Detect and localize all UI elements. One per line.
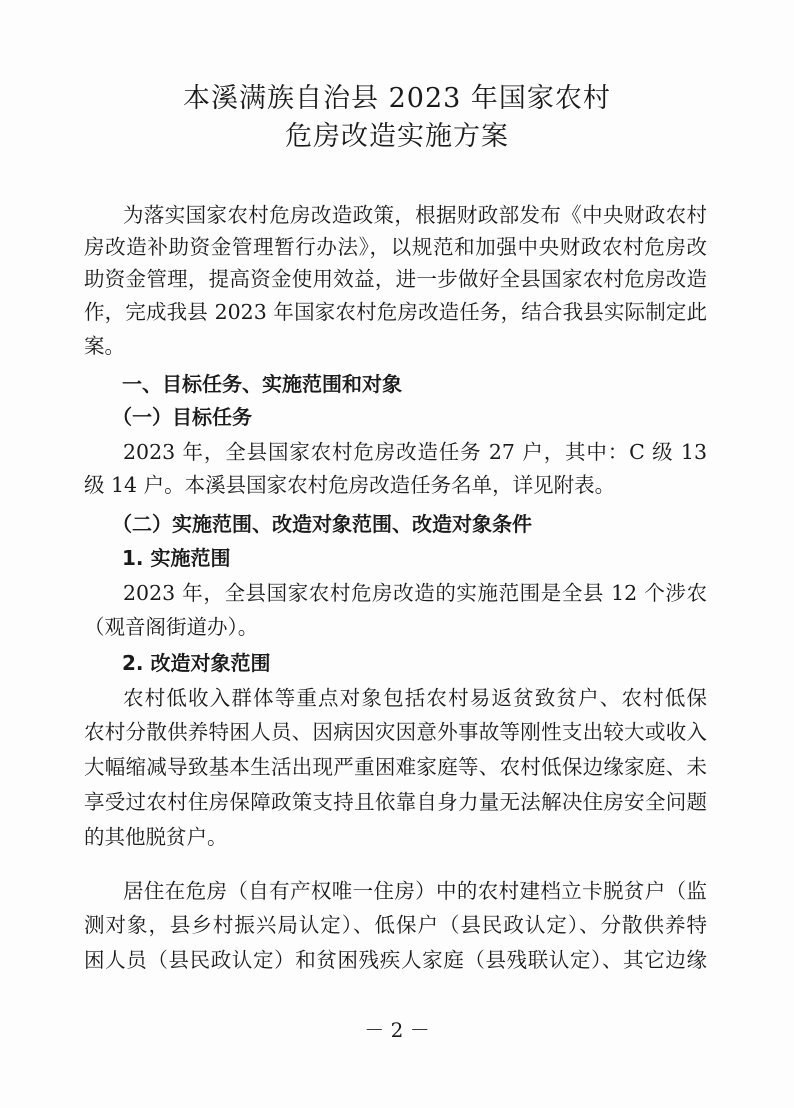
item-2-line-5: 的其他脱贫户。 [84,825,228,849]
section-1-heading: 一、目标任务、实施范围和对象 [122,372,402,396]
item-2-line-1: 农村低收入群体等重点对象包括农村易返贫致贫户、农村低保 [123,686,707,710]
intro-line-5: 案。 [84,334,125,358]
item-1-line-1: 2023 年，全县国家农村危房改造的实施范围是全县 12 个涉农 [123,581,707,605]
subsection-2-heading: （二）实施范围、改造对象范围、改造对象条件 [112,512,532,536]
intro-line-2: 房改造补助资金管理暂行办法》，以规范和加强中央财政农村危房改 [84,235,707,259]
document-title-line-2: 危房改造实施方案 [285,121,509,152]
residents-line-1: 居住在危房（自有产权唯一住房）中的农村建档立卡脱贫户（监 [123,879,707,903]
item-2-heading: 2. 改造对象范围 [122,651,271,675]
intro-line-1: 为落实国家农村危房改造政策，根据财政部发布《中央财政农村 [123,203,707,227]
item-2-line-3: 大幅缩减导致基本生活出现严重困难家庭等、农村低保边缘家庭、未 [84,755,707,779]
residents-line-2: 测对象，县乡村振兴局认定）、低保户（县民政认定）、分散供养特 [84,913,707,937]
subsection-1-heading: （一）目标任务 [112,405,252,429]
subsection-1-line-1: 2023 年，全县国家农村危房改造任务 27 户，其中：C 级 13 [123,440,707,464]
item-2-line-2: 农村分散供养特困人员、因病因灾因意外事故等刚性支出较大或收入 [84,720,707,744]
item-1-heading: 1. 实施范围 [122,546,231,570]
residents-line-3: 困人员（县民政认定）和贫困残疾人家庭（县残联认定）、其它边缘 [84,948,707,972]
page-number: － 2 － [364,1018,430,1042]
intro-line-3: 助资金管理，提高资金使用效益，进一步做好全县国家农村危房改造 [84,267,707,291]
item-1-line-2: （观音阁街道办）。 [84,615,259,639]
subsection-1-line-2: 级 14 户。本溪县国家农村危房改造任务名单，详见附表。 [84,473,616,497]
document-title-line-1: 本溪满族自治县 2023 年国家农村 [183,83,611,114]
item-2-line-4: 享受过农村住房保障政策支持且依靠自身力量无法解决住房安全问题 [84,790,707,814]
intro-line-4: 作，完成我县 2023 年国家农村危房改造任务，结合我县实际制定此 [84,300,707,324]
